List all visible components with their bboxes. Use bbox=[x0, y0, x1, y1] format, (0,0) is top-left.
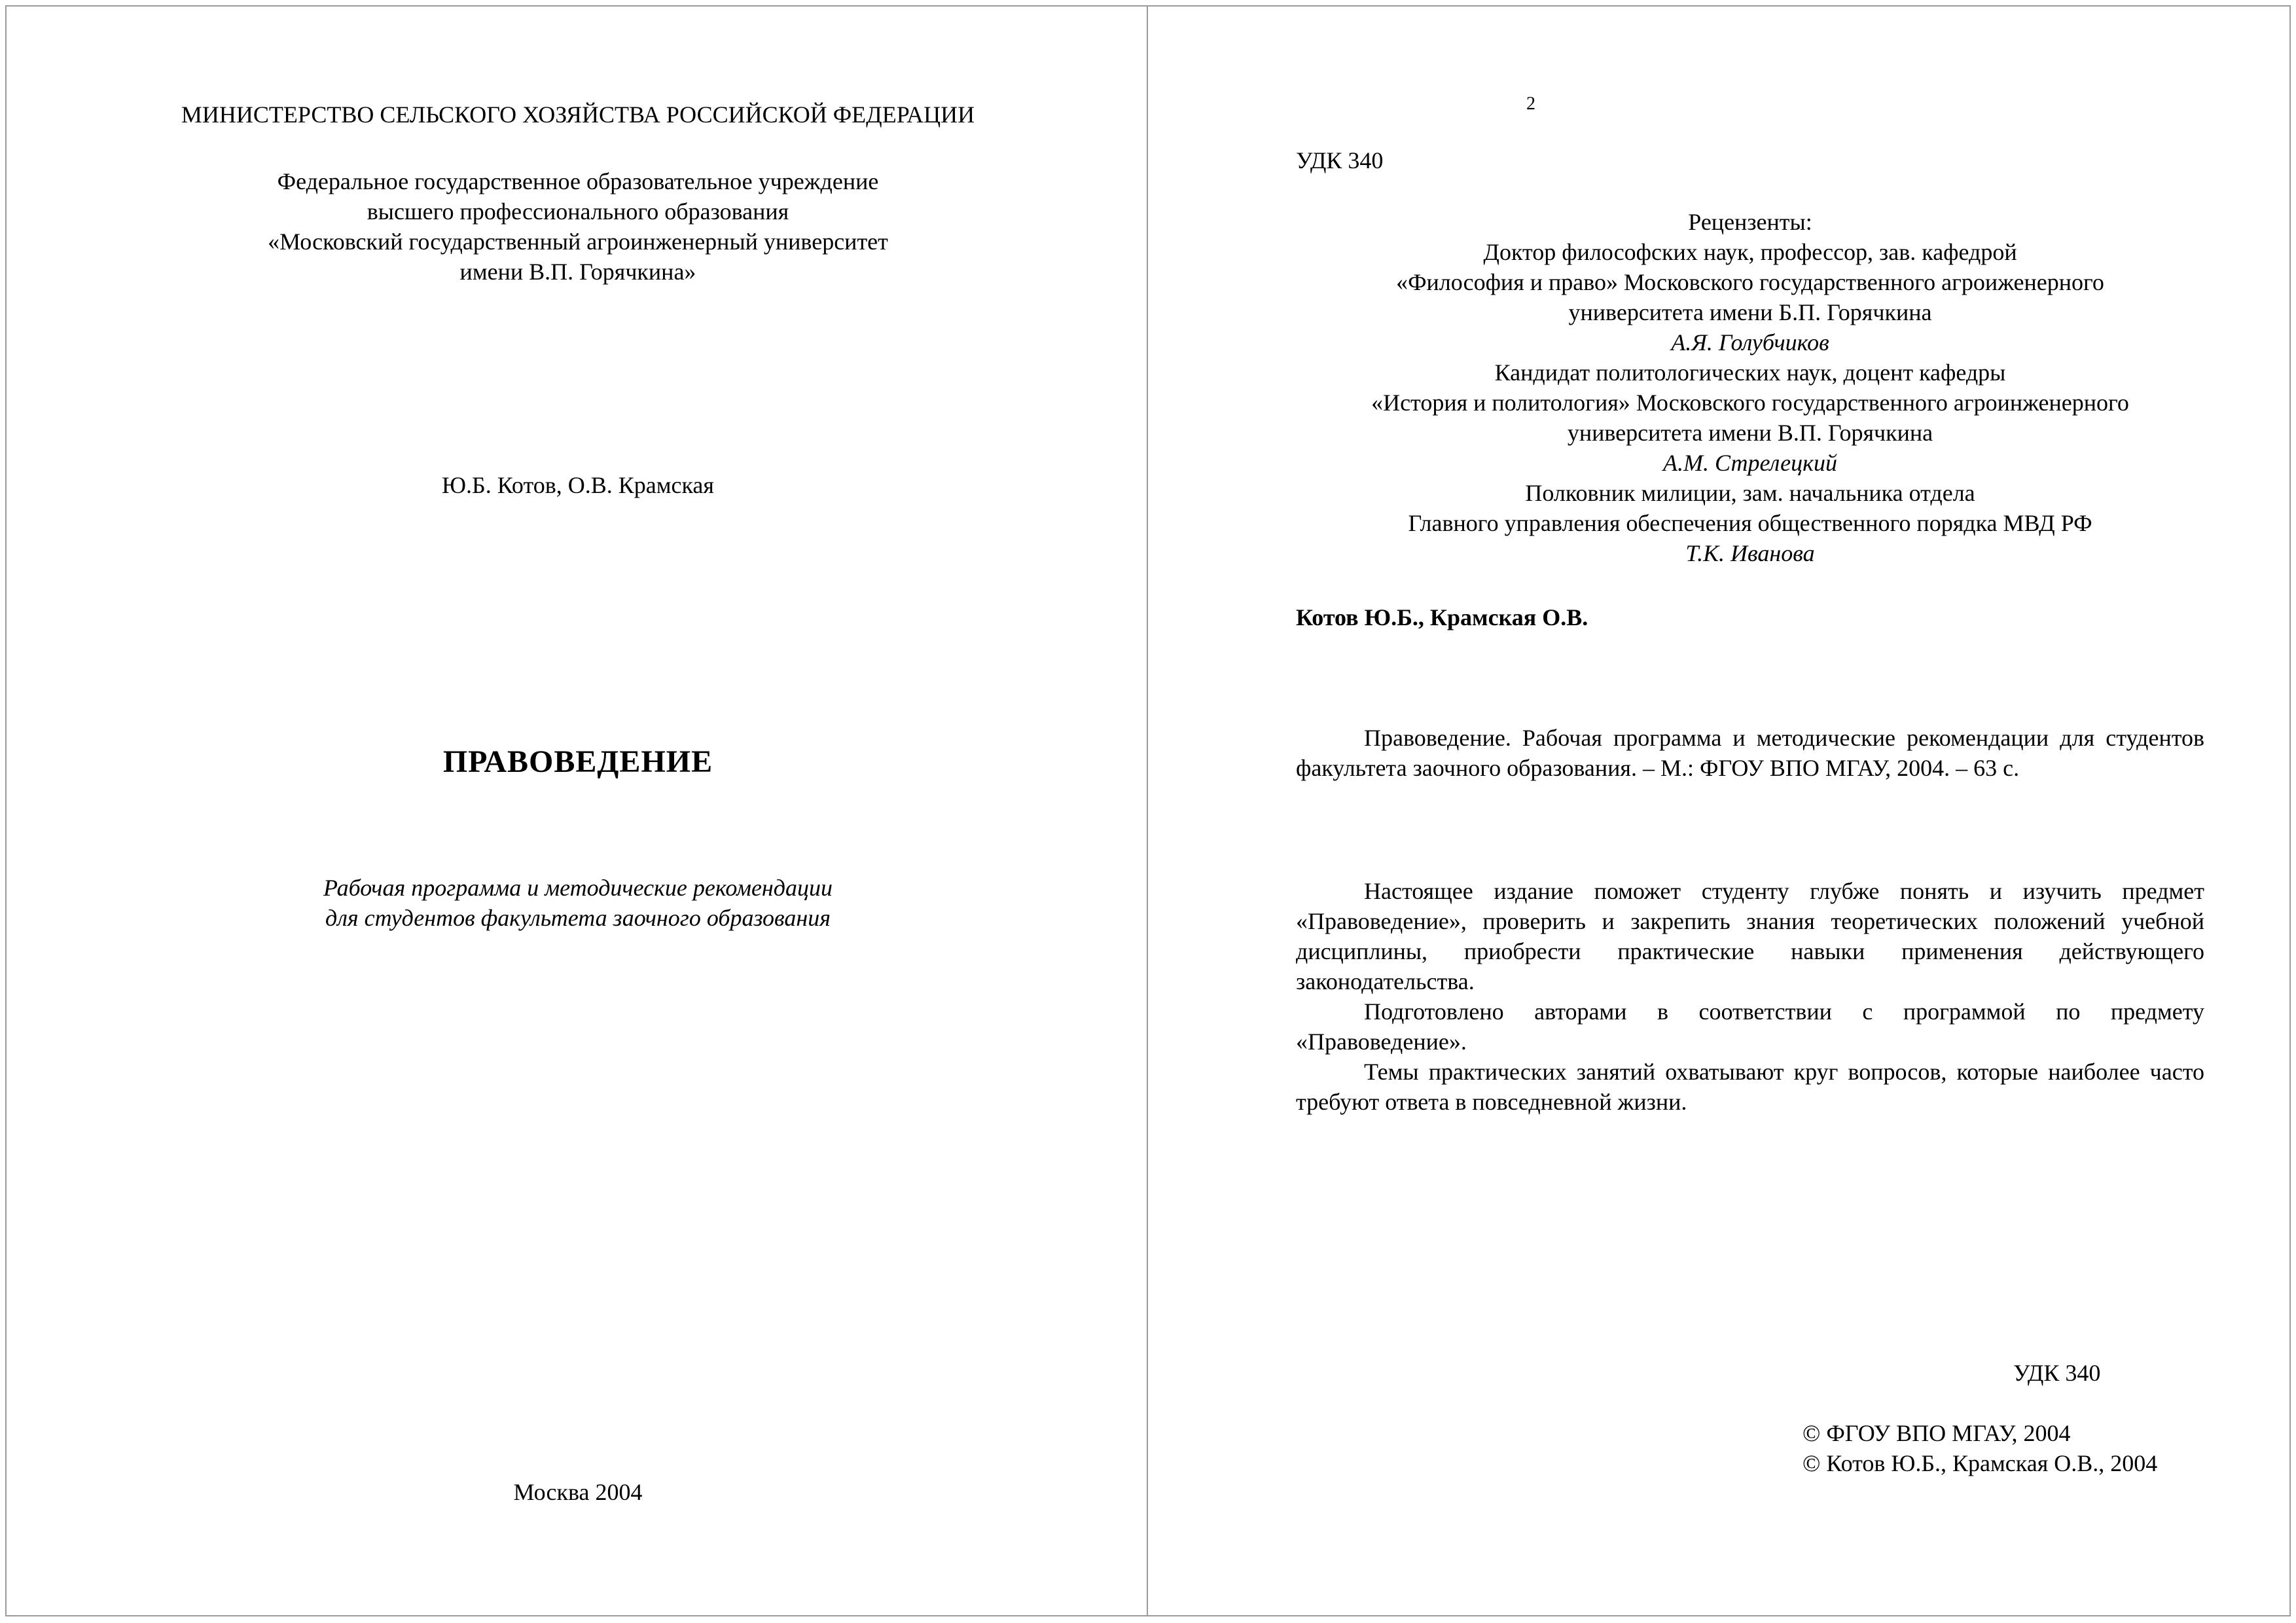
subtitle-line: Рабочая программа и методические рекомендации bbox=[323, 875, 833, 901]
institution-line: «Московский государственный агроинженерный университет bbox=[268, 228, 888, 255]
authors-line: Ю.Б. Котов, О.В. Крамская bbox=[442, 472, 714, 498]
reviewers-heading: Рецензенты: bbox=[1688, 209, 1812, 235]
institution-line: имени В.П. Горячкина» bbox=[459, 259, 696, 285]
reviewer-line: Полковник милиции, зам. начальника отдела bbox=[1525, 480, 1975, 506]
title-page bbox=[5, 5, 1148, 1616]
annotation bbox=[1296, 876, 2204, 1117]
authors-bold: Котов Ю.Б., Крамская О.В. bbox=[1296, 604, 1588, 630]
institution-block bbox=[7, 166, 1149, 287]
reviewer-name: А.Я. Голубчиков bbox=[1671, 329, 1829, 356]
udk-bottom: УДК 340 bbox=[2013, 1360, 2101, 1386]
ministry-heading: МИНИСТЕРСТВО СЕЛЬСКОГО ХОЗЯЙСТВА РОССИЙСКОЙ ФЕДЕРАЦИИ bbox=[181, 101, 975, 128]
bibliographic-entry bbox=[1296, 723, 2204, 783]
reviewer-line: «Философия и право» Московского государственного агроиженерного bbox=[1396, 269, 2104, 295]
city-year: Москва 2004 bbox=[513, 1479, 643, 1505]
institution-line: высшего профессионального образования bbox=[367, 198, 789, 225]
reviewer-line: университета имени Б.П. Горячкина bbox=[1568, 299, 1932, 325]
reviewer-line: Главного управления обеспечения общественного порядка МВД РФ bbox=[1408, 510, 2092, 536]
annotation-paragraph: Настоящее издание поможет студенту глубже понять и изучить предмет «Правоведение», проверить и закрепить знания теоретических положений учебной дисциплины, приобрести практические навыки применения действующего законодательства. bbox=[1296, 878, 2204, 994]
institution-line: Федеральное государственное образовательное учреждение bbox=[277, 168, 879, 194]
reviewer-line: «История и политология» Московского государственного агроинженерного bbox=[1371, 390, 2129, 416]
reviewer-line: Доктор философских наук, профессор, зав. кафедрой bbox=[1483, 239, 2017, 265]
annotation-paragraph: Подготовлено авторами в соответствии с программой по предмету «Правоведение». bbox=[1296, 998, 2204, 1055]
reviewer-line: университета имени В.П. Горячкина bbox=[1567, 420, 1933, 446]
reviewer-line: Кандидат политологических наук, доцент кафедры bbox=[1494, 359, 2006, 386]
bibliographic-text: Правоведение. Рабочая программа и методические рекомендации для студентов факультета заочного образования. – М.: ФГОУ ВПО МГАУ, 2004. – 63 с. bbox=[1296, 725, 2204, 781]
copyright-line: © ФГОУ ВПО МГАУ, 2004 bbox=[1803, 1420, 2071, 1446]
document-title: ПРАВОВЕДЕНИЕ bbox=[442, 744, 713, 779]
udk-top: УДК 340 bbox=[1296, 147, 1384, 173]
subtitle-block bbox=[7, 873, 1149, 933]
reviewers-block bbox=[1296, 207, 2204, 568]
reviewer-name: Т.К. Иванова bbox=[1685, 540, 1815, 566]
imprint-page bbox=[1147, 5, 2291, 1616]
page-number: 2 bbox=[1526, 94, 1535, 114]
reviewer-name: А.М. Стрелецкий bbox=[1663, 450, 1837, 476]
subtitle-line: для студентов факультета заочного образования bbox=[325, 905, 831, 931]
copyright-block bbox=[1803, 1418, 2157, 1478]
annotation-paragraph: Темы практических занятий охватывают круг вопросов, которые наиболее часто требуют ответа в повседневной жизни. bbox=[1296, 1059, 2204, 1115]
copyright-line: © Котов Ю.Б., Крамская О.В., 2004 bbox=[1803, 1450, 2158, 1476]
